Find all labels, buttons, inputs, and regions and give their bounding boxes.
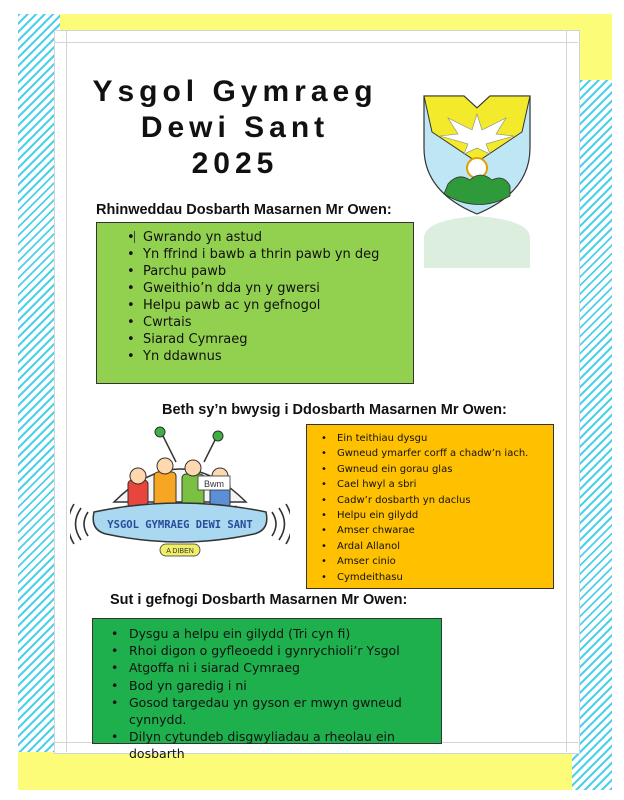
list-item: • Dilyn cytundeb disgwyliadau a rheolau ein dosbarth (97, 728, 437, 762)
section2-heading: Beth sy’n bwysig i Ddosbarth Masarnen Mr Owen: (162, 402, 507, 418)
list-item: • Helpu ein gilydd (311, 508, 549, 523)
list-item: • Gosod targedau yn gyson er mwyn gwneud cynnydd. (97, 694, 437, 728)
sun-icon (467, 158, 487, 178)
sign-text: Bwm (204, 479, 224, 489)
list-item: • Rhoi digon o gyfleoedd i gynrychioli’r Ysgol (97, 642, 437, 659)
list-item: • Yn ffrind i bawb a thrin pawb yn deg (101, 246, 409, 263)
list-item: • Gwrando yn astud (101, 229, 409, 246)
school-crest-logo (418, 88, 536, 216)
qualities-list (101, 229, 409, 365)
ufo-children-illustration (70, 420, 290, 580)
support-list (97, 625, 437, 763)
support-box (92, 618, 442, 762)
crest-reflection (418, 216, 536, 268)
list-item: • Cael hwyl a sbri (311, 477, 549, 492)
list-item: • Bod yn garedig i ni (97, 677, 437, 694)
title-line: Dewi Sant (140, 111, 330, 144)
page-title (70, 74, 400, 182)
list-item: • Gwneud ymarfer corff a chadw’n iach. (311, 446, 549, 461)
important-things-list (311, 431, 549, 585)
list-item: • Parchu pawb (101, 263, 409, 280)
list-item: • Gwneud ein gorau glas (311, 462, 549, 477)
list-item: • Atgoffa ni i siarad Cymraeg (97, 659, 437, 676)
list-item: • Cymdeithasu (311, 570, 549, 585)
list-item: • Cadw’r dosbarth yn daclus (311, 493, 549, 508)
text-cursor (134, 231, 135, 243)
list-item: • Amser cinio (311, 554, 549, 569)
list-item: • Amser chwarae (311, 523, 549, 538)
list-item: • Cwrtais (101, 314, 409, 331)
title-line: Ysgol Gymraeg (92, 75, 378, 108)
guide-line (566, 30, 567, 752)
section3-heading: Sut i gefnogi Dosbarth Masarnen Mr Owen: (110, 592, 408, 608)
list-item: • Dysgu a helpu ein gilydd (Tri cyn fi) (97, 625, 437, 642)
list-item: • Helpu pawb ac yn gefnogol (101, 297, 409, 314)
list-item: • Yn ddawnus (101, 348, 409, 365)
important-things-box (306, 424, 554, 589)
ufo-sublabel: A DIBEN (166, 548, 194, 555)
list-item: • Siarad Cymraeg (101, 331, 409, 348)
list-item: • Ardal Allanol (311, 539, 549, 554)
qualities-box (96, 222, 414, 384)
section1-heading: Rhinweddau Dosbarth Masarnen Mr Owen: (96, 202, 392, 218)
ufo-label: YSGOL GYMRAEG DEWI SANT (107, 519, 253, 531)
list-item: • Gweithio’n dda yn y gwersi (101, 280, 409, 297)
title-line: 2025 (191, 147, 279, 180)
guide-line (54, 42, 578, 43)
guide-line (66, 30, 67, 752)
list-item: • Ein teithiau dysgu (311, 431, 549, 446)
